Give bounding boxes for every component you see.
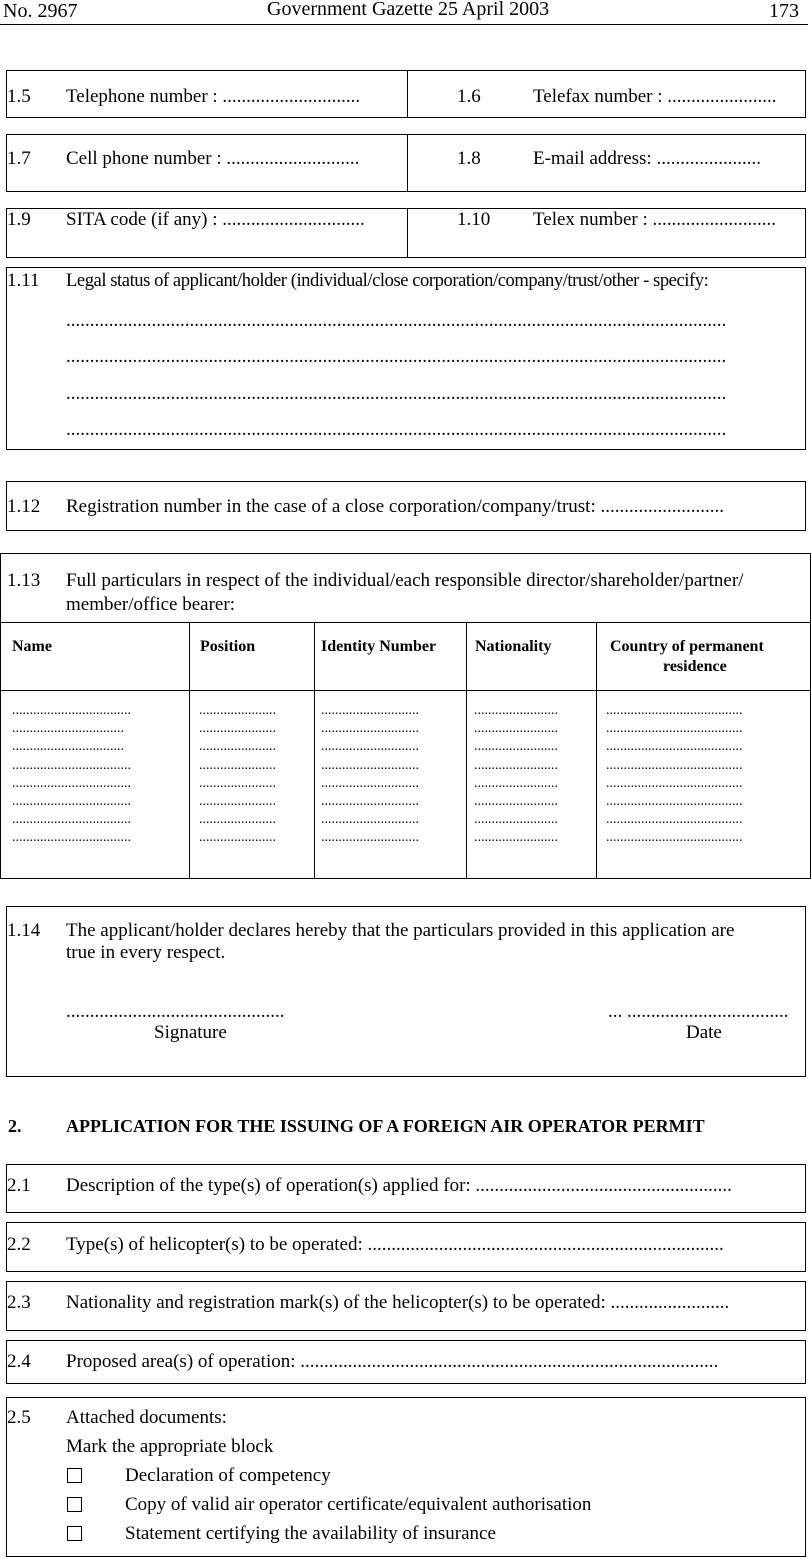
- helicopter-type-field[interactable]: Type(s) of helicopter(s) to be operated: ...........................................................................: [66, 1234, 724, 1255]
- declaration-line-2: true in every respect.: [66, 942, 226, 963]
- field-number: 1.7: [7, 148, 31, 169]
- field-number: 2.1: [7, 1175, 31, 1196]
- table-header-bottom-rule: [0, 690, 811, 691]
- field-number: 1.5: [7, 86, 31, 107]
- attached-instruction: Mark the appropriate block: [66, 1436, 274, 1457]
- name-column-entries[interactable]: .................................. ................................ ................................ .................................. .................................. .................................. .................................. ..................................: [12, 703, 131, 846]
- particulars-label-line-2: member/office bearer:: [66, 594, 235, 615]
- page-title: Government Gazette 25 April 2003: [267, 0, 550, 20]
- field-number: 1.9: [7, 209, 31, 230]
- registration-mark-field[interactable]: Nationality and registration mark(s) of the helicopter(s) to be operated: .........................: [66, 1292, 730, 1313]
- field-number: 1.14: [7, 920, 41, 941]
- column-header-position: Position: [200, 638, 256, 655]
- telefax-field[interactable]: Telefax number : .......................: [533, 86, 777, 107]
- issue-number: No. 2967: [3, 0, 78, 22]
- field-number: 1.11: [7, 270, 40, 291]
- sita-code-field[interactable]: SITA code (if any) : ..............................: [66, 209, 365, 230]
- field-number: 1.10: [457, 209, 491, 230]
- field-number: 1.8: [457, 148, 481, 169]
- field-number: 2.5: [7, 1407, 31, 1428]
- column-header-identity: Identity Number: [321, 638, 437, 655]
- column-header-country: Country of permanent: [610, 638, 764, 655]
- particulars-label-line-1: Full particulars in respect of the individual/each responsible director/shareholder/partner/: [66, 570, 744, 591]
- legal-status-line-4[interactable]: ...........................................................................................................................................: [66, 419, 727, 440]
- column-header-name: Name: [12, 638, 52, 655]
- competency-option-label: Declaration of competency: [125, 1465, 331, 1486]
- column-header-nationality: Nationality: [475, 638, 552, 655]
- page-number: 173: [769, 0, 799, 22]
- legal-status-line-2[interactable]: ...........................................................................................................................................: [66, 346, 727, 367]
- insurance-checkbox[interactable]: [67, 1526, 82, 1541]
- field-number: 2.2: [7, 1234, 31, 1255]
- cell-phone-field[interactable]: Cell phone number : ............................: [66, 148, 360, 169]
- declaration-line-1: The applicant/holder declares hereby that the particulars provided in this application are: [66, 920, 735, 941]
- identity-column-entries[interactable]: ............................ ............................ ............................ ............................ ............................ ............................ ............................ ............................: [321, 703, 419, 846]
- section-number: 2.: [8, 1116, 22, 1136]
- position-column-entries[interactable]: ...................... ...................... ...................... ...................... ...................... ...................... ...................... ......................: [199, 703, 276, 846]
- section-title: APPLICATION FOR THE ISSUING OF A FOREIGN AIR OPERATOR PERMIT: [66, 1116, 705, 1136]
- email-field[interactable]: E-mail address: ......................: [533, 148, 761, 169]
- telex-field[interactable]: Telex number : ..........................: [533, 209, 776, 230]
- operation-type-field[interactable]: Description of the type(s) of operation(s) applied for: ......................................................: [66, 1175, 732, 1196]
- attached-documents-label: Attached documents:: [66, 1407, 227, 1428]
- field-number: 2.4: [7, 1351, 31, 1372]
- date-line[interactable]: ... ..................................: [608, 1001, 789, 1022]
- insurance-option-label: Statement certifying the availability of insurance: [125, 1523, 496, 1544]
- field-number: 2.3: [7, 1292, 31, 1313]
- header-rule: [0, 24, 808, 25]
- field-number: 1.6: [457, 86, 481, 107]
- aoc-option-label: Copy of valid air operator certificate/equivalent authorisation: [125, 1494, 592, 1515]
- legal-status-label: Legal status of applicant/holder (individual/close corporation/company/trust/other - specify:: [66, 270, 709, 291]
- registration-number-field[interactable]: Registration number in the case of a close corporation/company/trust: ..........................: [66, 496, 724, 517]
- nationality-column-entries[interactable]: ........................ ........................ ........................ ........................ ........................ ........................ ........................ ........................: [474, 703, 558, 846]
- competency-checkbox[interactable]: [67, 1468, 82, 1483]
- column-header-country-line-2: residence: [663, 658, 727, 675]
- legal-status-line-1[interactable]: ...........................................................................................................................................: [66, 310, 727, 331]
- telephone-field[interactable]: Telephone number : .............................: [66, 86, 361, 107]
- country-column-entries[interactable]: ....................................... ....................................... ....................................... ....................................... ....................................... ....................................... ....................................... .......................................: [606, 703, 743, 846]
- signature-label: Signature: [154, 1022, 227, 1043]
- aoc-checkbox[interactable]: [67, 1497, 82, 1512]
- signature-line[interactable]: ..............................................: [66, 1001, 285, 1022]
- field-number: 1.13: [7, 570, 41, 591]
- legal-status-line-3[interactable]: ...........................................................................................................................................: [66, 383, 727, 404]
- operation-area-field[interactable]: Proposed area(s) of operation: ........................................................................................: [66, 1351, 719, 1372]
- date-label: Date: [686, 1022, 722, 1043]
- table-header-top-rule: [0, 622, 811, 623]
- field-number: 1.12: [7, 496, 41, 517]
